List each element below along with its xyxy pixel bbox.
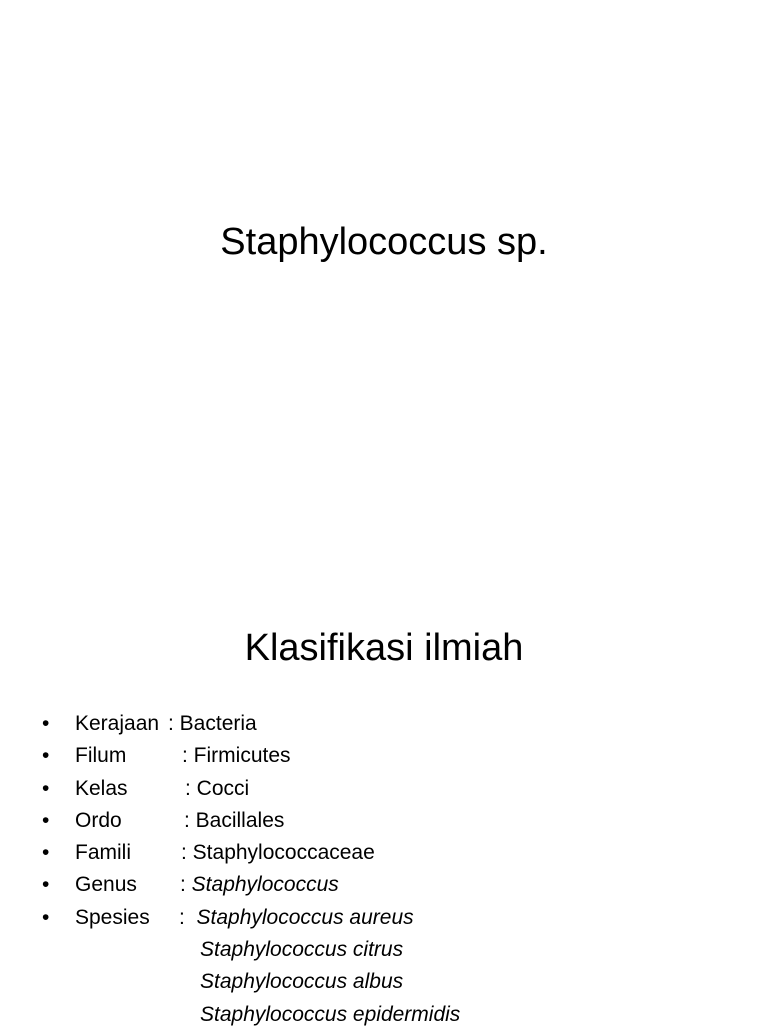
list-item-kelas — [0, 773, 768, 805]
item-value — [179, 902, 414, 934]
item-value: : Firmicutes — [182, 744, 291, 768]
value-separator: : — [180, 873, 192, 897]
item-value: : Cocci — [185, 776, 250, 800]
list-item-spesies — [0, 902, 768, 934]
bullet-icon: • — [42, 873, 50, 897]
species-continued-line — [0, 934, 768, 966]
bullet-icon: • — [42, 744, 50, 768]
item-label: Spesies — [75, 905, 150, 929]
bullet-icon: • — [42, 712, 50, 735]
species-name: Staphylococcus citrus — [200, 938, 404, 962]
slide-title: Staphylococcus sp. — [220, 221, 548, 263]
species-name: Staphylococcus albus — [200, 970, 404, 994]
genus-name: Staphylococcus — [191, 873, 339, 897]
species-continued-line — [0, 999, 768, 1031]
classification-list — [0, 708, 768, 1031]
item-label: Filum — [75, 744, 127, 768]
bullet-icon: • — [42, 841, 50, 865]
list-item-kerajaan — [0, 708, 768, 740]
list-item-genus — [0, 869, 768, 901]
species-name: Staphylococcus epidermidis — [200, 1002, 461, 1026]
bullet-icon: • — [42, 776, 50, 800]
value-separator: : — [179, 905, 197, 929]
item-label: Kerajaan — [75, 712, 160, 735]
item-label: Famili — [75, 841, 131, 865]
bullet-icon: • — [42, 808, 50, 832]
list-item-ordo — [0, 805, 768, 837]
species-name: Staphylococcus aureus — [196, 905, 414, 929]
list-item-famili — [0, 837, 768, 869]
classification-title: Klasifikasi ilmiah — [244, 627, 524, 669]
item-value: : Bacillales — [184, 808, 285, 832]
item-value — [180, 869, 339, 901]
item-label: Kelas — [75, 776, 128, 800]
item-label: Genus — [75, 873, 137, 897]
list-item-filum — [0, 740, 768, 772]
bullet-icon: • — [42, 905, 50, 929]
item-value: : Bacteria — [168, 712, 257, 735]
item-value: : Staphylococcaceae — [181, 841, 375, 865]
species-continued-line — [0, 966, 768, 998]
slide-classification — [0, 576, 768, 1024]
item-label: Ordo — [75, 808, 122, 832]
